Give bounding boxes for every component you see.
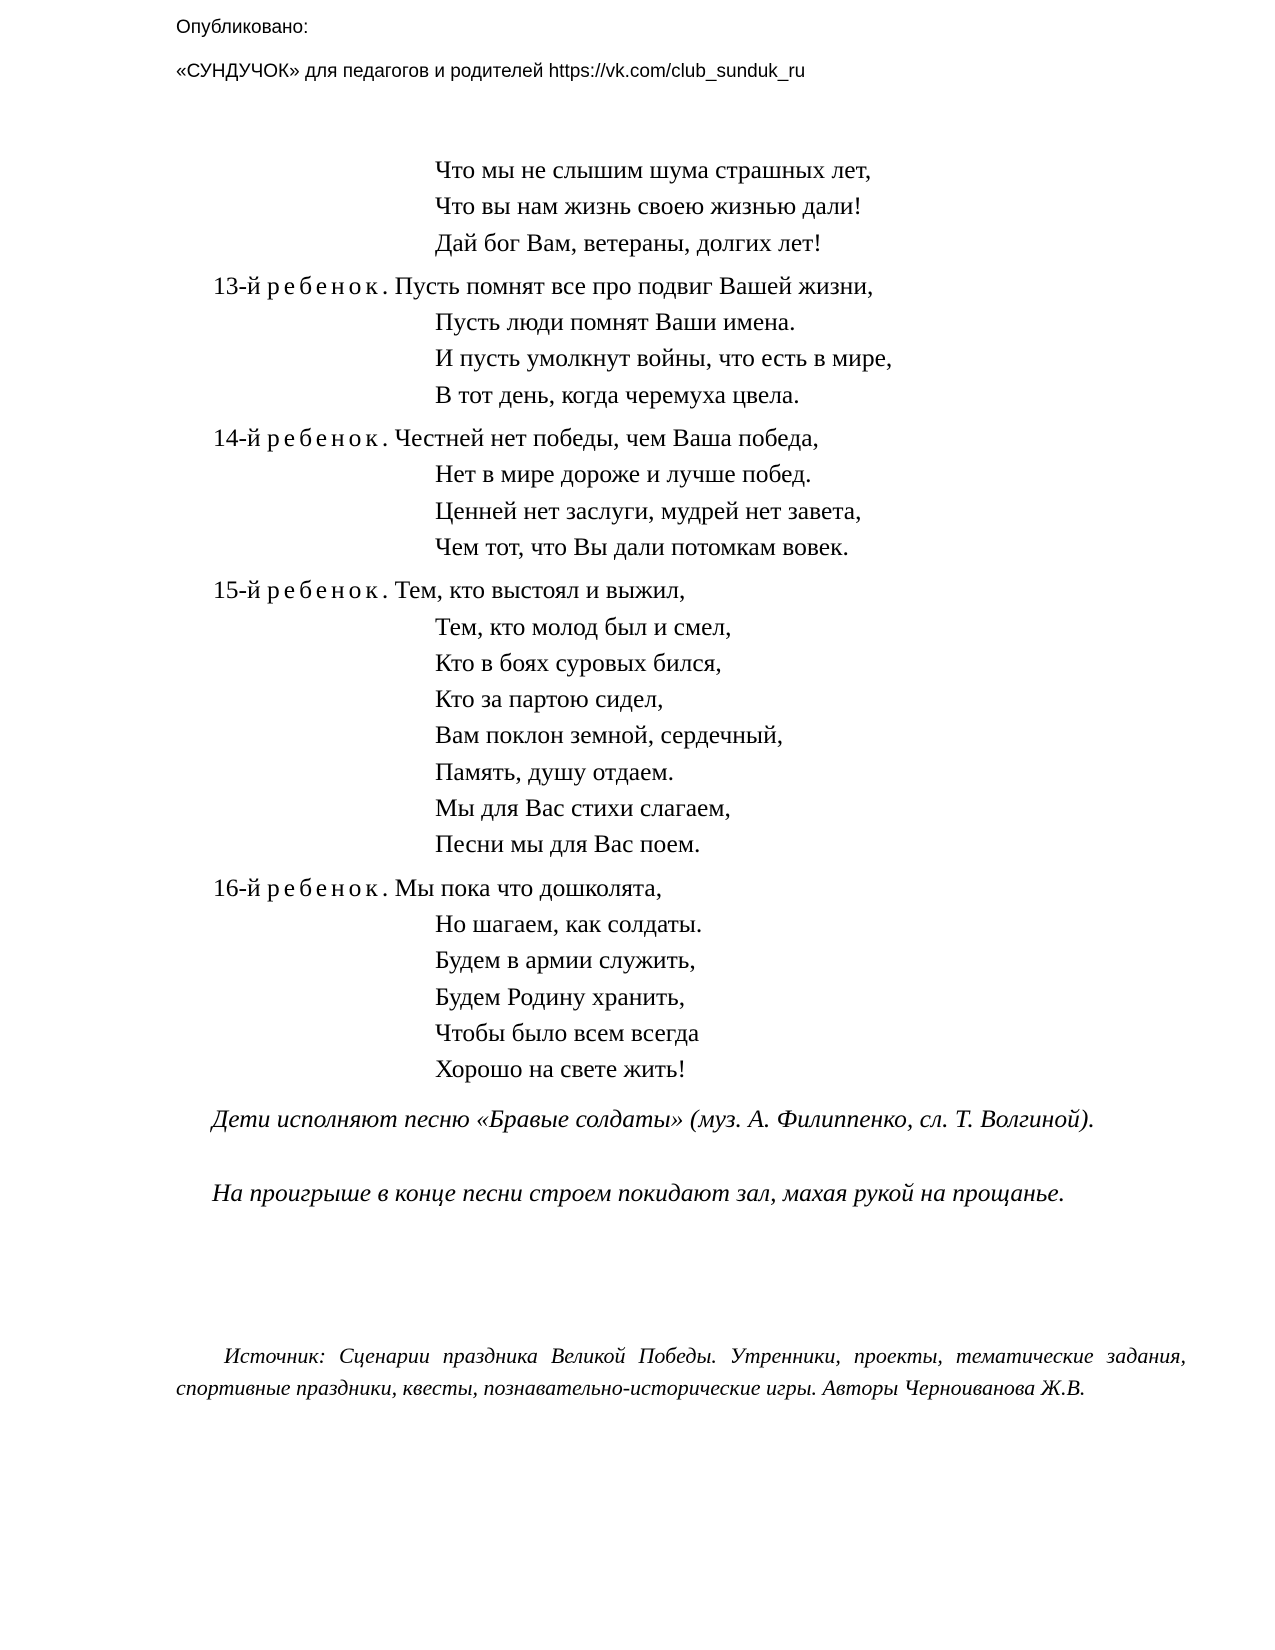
speaker-first-line: Честней нет победы, чем Ваша победа,: [394, 423, 819, 453]
poem-line: Мы для Вас стихи слагаем,: [435, 793, 731, 823]
speaker-number: 15-й: [213, 575, 261, 605]
speaker-line: 16-й ребенок. Мы пока что дошколята,: [213, 872, 663, 902]
source-note: Источник: Сценарии праздника Великой Победы. Утренники, проекты, тематические задания, спортивные праздники, квесты, познавательно-исторические игры. Авторы Черноиванова Ж.В.: [176, 1343, 1186, 1400]
speaker-line: 14-й ребенок. Честней нет победы, чем Ваша победа,: [213, 423, 819, 453]
poem-line: Будем Родину хранить,: [435, 981, 686, 1011]
poem-line: Чтобы было всем всегда: [435, 1017, 700, 1047]
poem-line: В тот день, когда черемуха цвела.: [435, 379, 800, 409]
source-link-line[interactable]: «СУНДУЧОК» для педагогов и родителей https://vk.com/club_sunduk_ru: [176, 61, 806, 82]
poem: [0, 152, 1275, 1087]
poem-line: И пусть умолкнут войны, что есть в мире,: [435, 343, 893, 373]
poem-line: Песни мы для Вас поем.: [435, 829, 701, 859]
speaker-number: 14-й: [213, 423, 261, 453]
speaker-number: 16-й: [213, 872, 261, 902]
published-label: Опубликовано:: [176, 17, 309, 38]
speaker-first-line: Тем, кто выстоял и выжил,: [394, 575, 686, 605]
poem-line: Ценней нет заслуги, мудрей нет завета,: [435, 495, 862, 525]
speaker-first-line: Мы пока что дошколята,: [394, 872, 663, 902]
speaker-first-line: Пусть помнят все про подвиг Вашей жизни,: [394, 270, 874, 300]
speaker-line: 13-й ребенок. Пусть помнят все про подвиг Вашей жизни,: [213, 270, 874, 300]
speaker-role: ребенок: [267, 872, 382, 902]
poem-line: Хорошо на свете жить!: [435, 1054, 687, 1084]
speaker-role: ребенок: [267, 575, 382, 605]
stage-direction: Дети исполняют песню «Бравые солдаты» (муз. А. Филиппенко, сл. Т. Волгиной).: [212, 1104, 1095, 1133]
poem-line: Кто за партою сидел,: [435, 684, 664, 714]
poem-line: Память, душу отдаем.: [435, 756, 674, 786]
stage-direction: На проигрыше в конце песни строем покидают зал, махая рукой на прощанье.: [212, 1178, 1066, 1207]
poem-line: Тем, кто молод был и смел,: [435, 611, 732, 641]
speaker-line: 15-й ребенок. Тем, кто выстоял и выжил,: [213, 575, 686, 605]
poem-line: Чем тот, что Вы дали потомкам вовек.: [435, 531, 849, 561]
poem-line: Вам поклон земной, сердечный,: [435, 720, 784, 750]
poem-line: Нет в мире дороже и лучше побед.: [435, 459, 812, 489]
poem-line: Что вы нам жизнь своею жизнью дали!: [435, 191, 862, 221]
poem-line: Будем в армии служить,: [435, 945, 696, 975]
speaker-role: ребенок: [267, 423, 382, 453]
poem-line: Что мы не слышим шума страшных лет,: [435, 155, 872, 184]
poem-line: Кто в боях суровых бился,: [435, 647, 722, 677]
poem-line: Дай бог Вам, ветераны, долгих лет!: [435, 227, 822, 257]
speaker-role: ребенок: [267, 270, 382, 300]
publication-header: [176, 16, 805, 84]
poem-line: Пусть люди помнят Ваши имена.: [435, 307, 796, 337]
speaker-number: 13-й: [213, 270, 261, 300]
poem-line: Но шагаем, как солдаты.: [435, 908, 703, 938]
